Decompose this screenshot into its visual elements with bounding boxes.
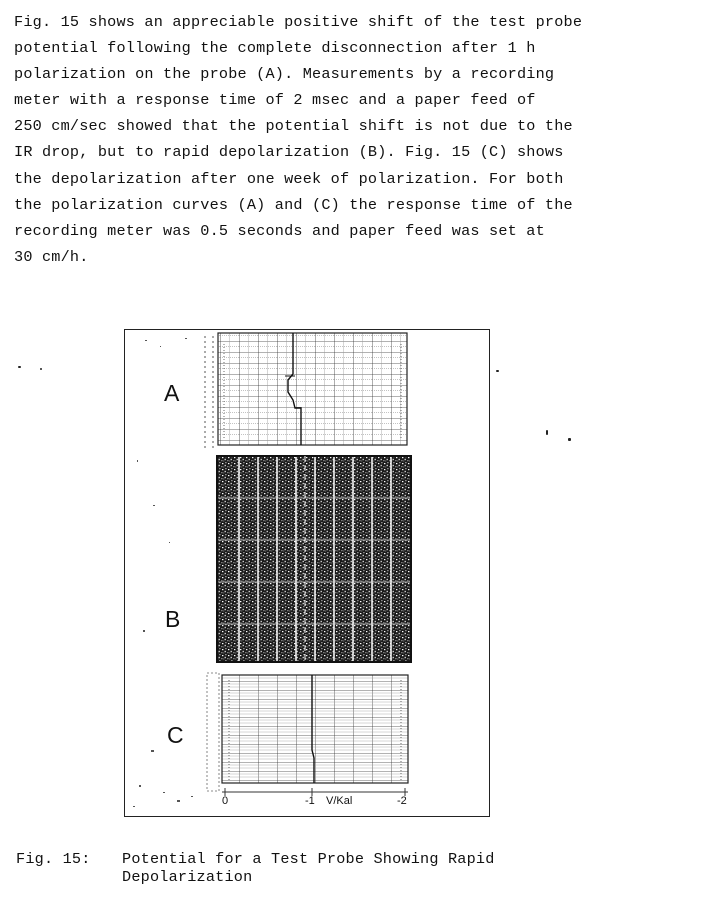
paragraph-line: IR drop, but to rapid depolarization (B). Fig. 15 (C) shows: [14, 143, 564, 162]
paragraph-line: 30 cm/h.: [14, 247, 89, 266]
panel-label-a: A: [164, 380, 180, 406]
paragraph-line: polarization on the probe (A). Measurements by a recording: [14, 65, 555, 84]
paragraph-line: potential following the complete disconnection after 1 h: [14, 39, 536, 58]
paragraph-line: the depolarization after one week of polarization. For both: [14, 169, 564, 188]
paragraph-line: meter with a response time of 2 msec and a paper feed of: [14, 91, 536, 110]
figure-15: [124, 329, 490, 817]
paragraph-line: Fig. 15 shows an appreciable positive shift of the test probe: [14, 13, 583, 31]
panel-b-strip: [217, 456, 411, 662]
scan-noise: [133, 338, 193, 807]
caption-title-line-2: Depolarization: [122, 868, 253, 886]
axis-tick-0: 0: [222, 795, 229, 807]
panel-c-strip: [207, 673, 408, 796]
axis-tick-minus-2: -2: [397, 795, 407, 807]
panel-a-strip: [205, 333, 407, 448]
scan-speck: [496, 370, 499, 372]
paragraph-line: 250 cm/sec showed that the potential shift is not due to the: [14, 117, 573, 136]
scan-speck: [18, 366, 21, 368]
paragraph-line: recording meter was 0.5 seconds and paper feed was set at: [14, 221, 545, 240]
caption-label: Fig. 15:: [16, 850, 91, 868]
panel-label-c: C: [167, 722, 184, 748]
caption-title-line-1: Potential for a Test Probe Showing Rapid: [122, 850, 495, 868]
body-paragraph: [14, 9, 694, 270]
scan-speck: [40, 368, 42, 370]
axis-tick-minus-1: -1: [305, 795, 315, 807]
paragraph-line: the polarization curves (A) and (C) the response time of the: [14, 195, 573, 214]
scan-speck: [546, 430, 548, 435]
scan-speck: [568, 438, 571, 441]
panel-label-b: B: [165, 606, 181, 632]
axis-unit: V/Kal: [326, 795, 353, 807]
